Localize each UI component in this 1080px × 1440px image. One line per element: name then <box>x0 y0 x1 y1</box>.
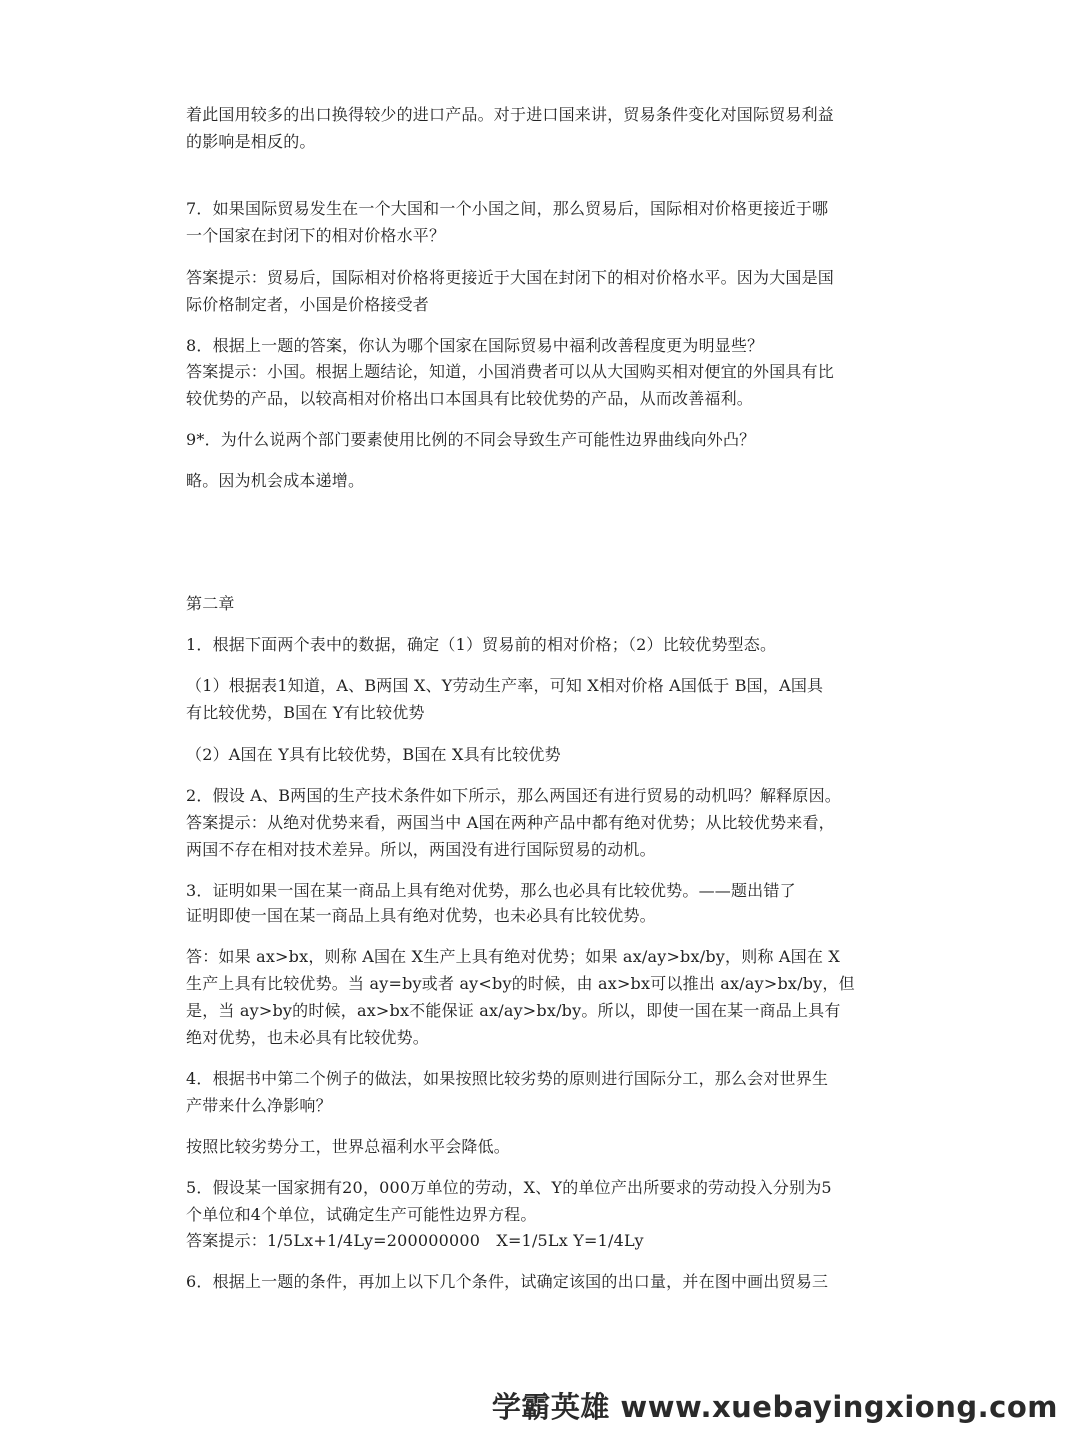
question-8: 8．根据上一题的答案，你认为哪个国家在国际贸易中福利改善程度更为明显些？ <box>186 336 764 355</box>
answer-text: 答：如果 ax>bx，则称 A国在 X生产上具有绝对优势；如果 ax/ay>bx/by，则称 A国在 X <box>186 947 840 966</box>
question-1: 1．根据下面两个表中的数据，确定（1）贸易前的相对价格；（2）比较优势型态。 <box>186 635 777 654</box>
text-line: 生产上具有比较优势。当 ay=by或者 ay<by的时候，由 ax>bx可以推出 ax/ay>bx/by，但 <box>186 974 855 993</box>
text-line: 产带来什么净影响？ <box>186 1096 332 1115</box>
text-line: 绝对优势，也未必具有比较优势。 <box>186 1028 430 1047</box>
question-2: 2．假设 A、B两国的生产技术条件如下所示，那么两国还有进行贸易的动机吗？解释原因。 <box>186 786 841 805</box>
question-4: 4．根据书中第二个例子的做法，如果按照比较劣势的原则进行国际分工，那么会对世界生 <box>186 1069 829 1088</box>
answer-text: （1）根据表1知道，A、B两国 X、Y劳动生产率，可知 X相对价格 A国低于 B国，A国具 <box>186 676 824 695</box>
text-line: 际价格制定者，小国是价格接受者 <box>186 295 430 314</box>
question-9: 9*．为什么说两个部门要素使用比例的不同会导致生产可能性边界曲线向外凸？ <box>186 430 756 449</box>
question-6: 6．根据上一题的条件，再加上以下几个条件，试确定该国的出口量，并在图中画出贸易三 <box>186 1272 829 1291</box>
watermark: 学霸英雄 www.xuebayingxiong.com <box>491 1390 1058 1424</box>
answer-hint: 答案提示：1/5Lx+1/4Ly=200000000 X=1/5Lx Y=1/4Ly <box>186 1231 644 1250</box>
question-7: 7．如果国际贸易发生在一个大国和一个小国之间，那么贸易后，国际相对价格更接近于哪 <box>186 199 829 218</box>
answer-text: （2）A国在 Y具有比较优势，B国在 X具有比较优势 <box>186 745 561 764</box>
answer-text: 按照比较劣势分工，世界总福利水平会降低。 <box>186 1137 511 1156</box>
question-5: 5．假设某一国家拥有20，000万单位的劳动，X、Y的单位产出所要求的劳动投入分别为5 <box>186 1178 832 1197</box>
text-line: 较优势的产品，以较高相对价格出口本国具有比较优势的产品，从而改善福利。 <box>186 389 754 408</box>
text-line: 两国不存在相对技术差异。所以，两国没有进行国际贸易的动机。 <box>186 840 656 859</box>
text-line: 是，当 ay>by的时候，ax>bx不能保证 ax/ay>bx/by。所以，即使一国在某一商品上具有 <box>186 1001 841 1020</box>
text-line: 的影响是相反的。 <box>186 132 316 151</box>
text-line: 证明即使一国在某一商品上具有绝对优势，也未必具有比较优势。 <box>186 906 656 925</box>
text-line: 个单位和4个单位，试确定生产可能性边界方程。 <box>186 1205 537 1224</box>
answer-hint: 答案提示：从绝对优势来看，两国当中 A国在两种产品中都有绝对优势；从比较优势来看， <box>186 813 835 832</box>
answer-text: 略。因为机会成本递增。 <box>186 471 365 490</box>
answer-hint: 答案提示：小国。根据上题结论，知道，小国消费者可以从大国购买相对便宜的外国具有比 <box>186 362 835 381</box>
chapter-heading: 第二章 <box>186 594 235 613</box>
text-line: 着此国用较多的出口换得较少的进口产品。对于进口国来讲，贸易条件变化对国际贸易利益 <box>186 105 835 124</box>
answer-hint: 答案提示：贸易后，国际相对价格将更接近于大国在封闭下的相对价格水平。因为大国是国 <box>186 268 835 287</box>
text-line: 有比较优势，B国在 Y有比较优势 <box>186 703 425 722</box>
text-line: 一个国家在封闭下的相对价格水平？ <box>186 226 446 245</box>
question-3: 3．证明如果一国在某一商品上具有绝对优势，那么也必具有比较优势。——题出错了 <box>186 881 796 900</box>
